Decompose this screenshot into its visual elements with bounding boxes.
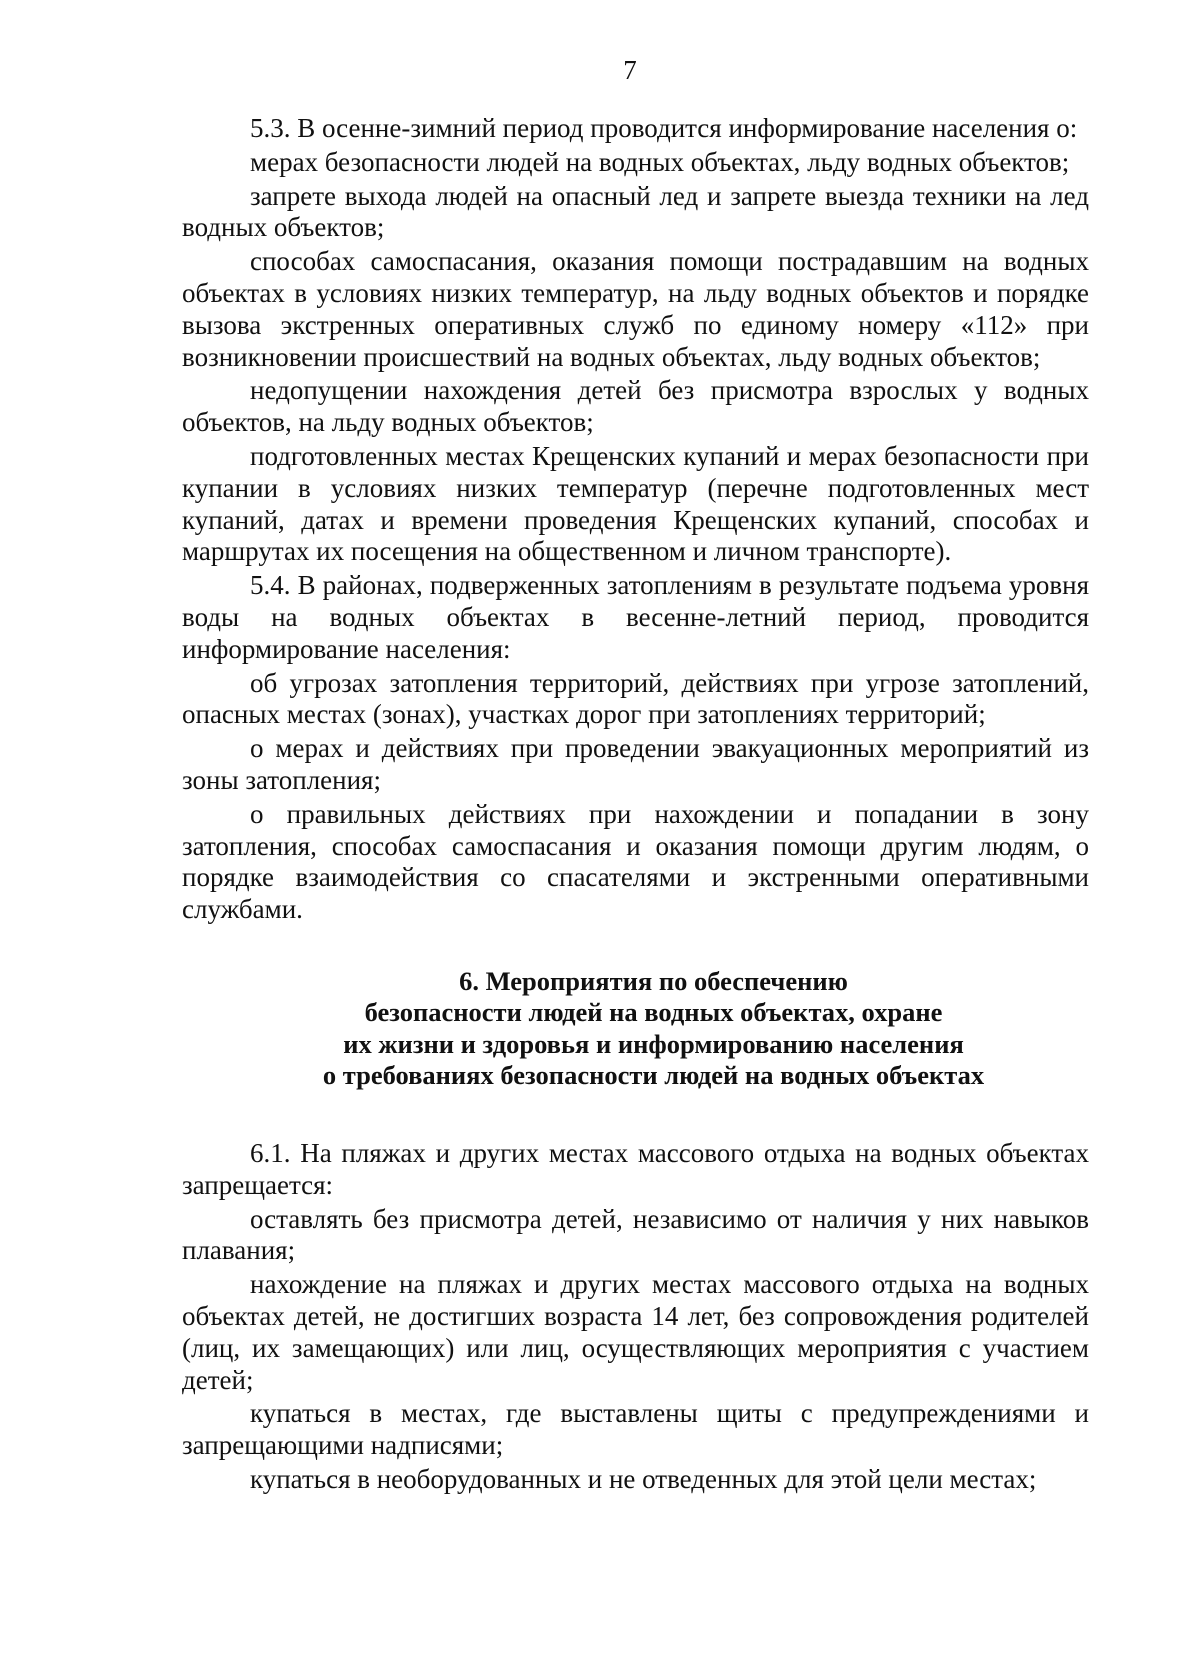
section-heading-line: 6. Мероприятия по обеспечению: [459, 965, 848, 996]
paragraph-6-1: 6.1. На пляжах и других местах массового отдыха на водных объектах запрещается:: [182, 1137, 1089, 1200]
list-item: недопущении нахождения детей без присмотра взрослых у водных объектов, на льду водных объектов;: [182, 375, 1089, 438]
list-item: мерах безопасности людей на водных объектах, льду водных объектов;: [250, 146, 1070, 177]
list-item: нахождение на пляжах и других местах массового отдыха на водных объектах детей, не достигших возраста 14 лет, без сопровождения родителей (лиц, их замещающих) или лиц, осуществляющих мероприятия с участием детей;: [182, 1269, 1089, 1395]
document-body: [182, 113, 1089, 1496]
list-item: подготовленных местах Крещенских купаний и мерах безопасности при купании в условиях низких температур (перечне подготовленных мест купаний, датах и времени проведения Крещенских купаний, способах и маршрутах их посещения на общественном и личном транспорте).: [182, 440, 1089, 567]
list-item: способах самоспасания, оказания помощи пострадавшим на водных объектах в условиях низких температур, на льду водных объектов и порядке вызова экстренных оперативных служб по единому номеру «112» при возникновении происшествий на водных объектах, льду водных объектов;: [182, 246, 1089, 372]
section-heading-line: о требованиях безопасности людей на водных объектах: [322, 1060, 985, 1091]
list-item: купаться в местах, где выставлены щиты с предупреждениями и запрещающими надписями;: [182, 1398, 1089, 1461]
list-item: о мерах и действиях при проведении эвакуационных мероприятий из зоны затопления;: [182, 733, 1089, 795]
list-item: о правильных действиях при нахождении и попадании в зону затопления, способах самоспасания и оказания помощи другим людям, о порядке взаимодействия со спасателями и экстренными оперативными службами.: [182, 798, 1089, 925]
list-item: оставлять без присмотра детей, независимо от наличия у них навыков плавания;: [182, 1203, 1089, 1266]
list-item: запрете выхода людей на опасный лед и запрете выезда техники на лед водных объектов;: [182, 180, 1089, 243]
section-heading-line: их жизни и здоровья и информированию населения: [343, 1028, 964, 1059]
list-item: об угрозах затопления территорий, действиях при угрозе затоплений, опасных местах (зонах), участках дорог при затоплениях территорий;: [182, 667, 1089, 730]
section-heading: [182, 966, 1089, 1092]
list-item: купаться в необорудованных и не отведенных для этой цели местах;: [250, 1463, 1037, 1494]
page-number: 7: [623, 55, 637, 85]
paragraph-5-4: 5.4. В районах, подверженных затоплениям в результате подъема уровня воды на водных объектах в весенне-летний период, проводится информирование населения:: [182, 570, 1089, 664]
paragraph-5-3: 5.3. В осенне-зимний период проводится информирование населения о:: [250, 113, 1078, 143]
section-heading-line: безопасности людей на водных объектах, охране: [364, 997, 943, 1028]
